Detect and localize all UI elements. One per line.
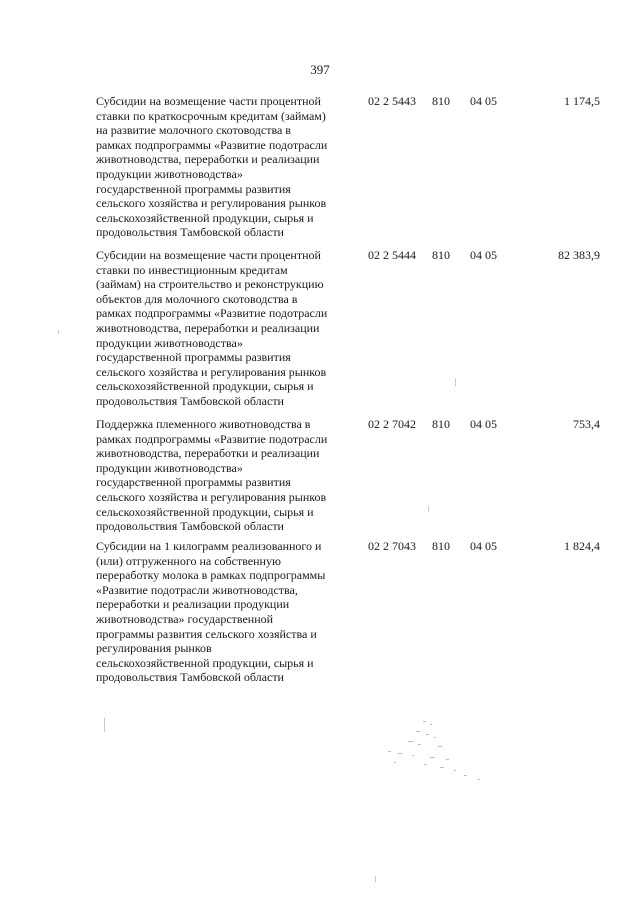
scan-mark [375,876,376,882]
row-description: Субсидии на 1 килограмм реализованного и (или) отгруженного на собственную переработку молока в рамках подпрограммы «Развитие подотрасли животноводства, переработки и реализации продукции животноводства» государственной программы развития сельского хозяйства и регулирования рынков сельскохозяйственной продукции, сырья и продовольствия Тамбовской области [96,539,326,685]
scan-mark [428,506,429,512]
row-description: Субсидии на возмещение части процентной ставки по краткосрочным кредитам (займам) на развитие молочного скотоводства в рамках подпрограммы «Развитие подотрасли животноводства, переработки и реализации продукции животноводства» государственной программы развития сельского хозяйства и регулирования рынков сельскохозяйственной продукции, сырья и продовольствия Тамбовской области [96,94,328,240]
row-section: 04 05 [470,248,497,262]
row-description: Субсидии на возмещение части процентной ставки по инвестиционным кредитам (займам) на строительство и реконструкцию объектов для молочного скотоводства в рамках подпрограммы «Развитие подотрасли животноводства, переработки и реализации продукции животноводства» государственной программы развития сельского хозяйства и регулирования рынков сельскохозяйственной продукции, сырья и продовольствия Тамбовской области [96,248,328,408]
row-amount: 1 174,5 [564,94,600,108]
row-section: 04 05 [470,94,497,108]
row-code: 02 2 5443 [368,94,416,108]
row-vr: 810 [432,94,450,108]
row-vr: 810 [432,539,450,553]
row-description: Поддержка племенного животноводства в рамках подпрограммы «Развитие подотрасли животноводства, переработки и реализации продукции животноводства» государственной программы развития сельского хозяйства и регулирования рынков сельскохозяйственной продукции, сырья и продовольствия Тамбовской области [96,417,328,534]
row-section: 04 05 [470,417,497,431]
row-vr: 810 [432,248,450,262]
row-vr: 810 [432,417,450,431]
page-number: 397 [310,62,330,77]
row-code: 02 2 5444 [368,248,416,262]
row-amount: 1 824,4 [564,539,600,553]
scan-mark [104,718,105,732]
row-code: 02 2 7043 [368,539,416,553]
faint-stamp-marks [368,715,498,785]
row-amount: 753,4 [573,417,600,431]
row-amount: 82 383,9 [558,248,600,262]
scan-mark [58,330,59,334]
row-code: 02 2 7042 [368,417,416,431]
scan-mark [455,378,456,386]
row-section: 04 05 [470,539,497,553]
